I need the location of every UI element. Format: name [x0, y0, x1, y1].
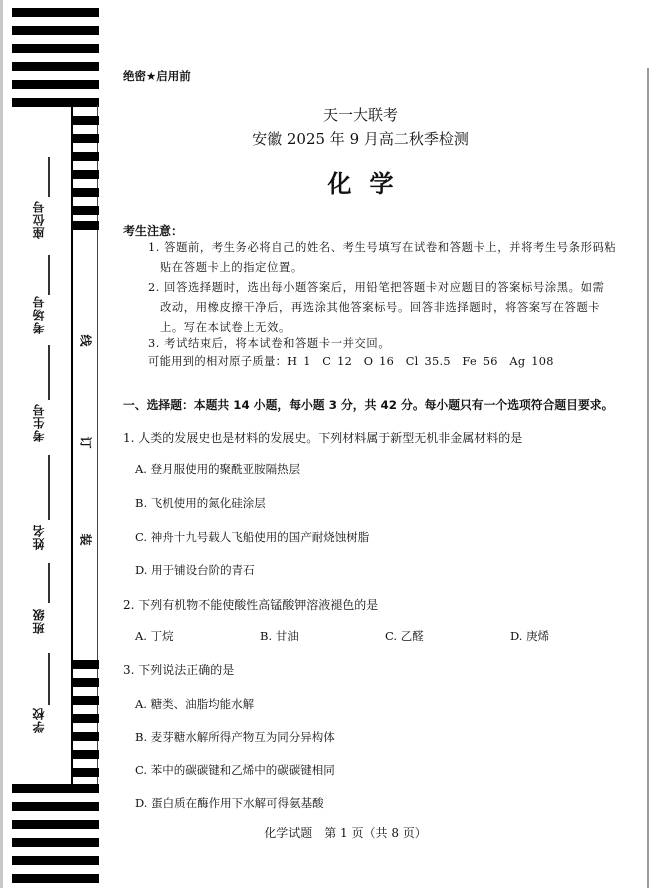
barcode-bar	[12, 26, 99, 35]
barcode-bar	[71, 732, 99, 741]
barcode-bar	[12, 802, 99, 811]
room-number-label: 考场号	[32, 295, 46, 335]
barcode-bar	[12, 8, 99, 17]
barcode-bar	[12, 80, 99, 89]
atomic-masses: 可能用到的相对原子质量：H 1 C 12 O 16 Cl 35.5 Fe 56 Ag 108	[148, 355, 554, 368]
question-1-stem: 1. 人类的发展史也是材料的发展史。下列材料属于新型无机非金属材料的是	[123, 431, 523, 445]
bind-word-bind: 装	[80, 532, 92, 546]
barcode-bar	[12, 856, 99, 865]
notice-line: 贴在答题卡上的指定位置。	[160, 261, 303, 274]
notice-item-2	[148, 278, 628, 338]
barcode-bar	[71, 206, 99, 215]
barcode-bar	[71, 714, 99, 723]
notice-line: 3. 考试结束后，将本试卷和答题卡一并交回。	[148, 337, 391, 350]
q3-option-b: B. 麦芽糖水解所得产物互为同分异构体	[135, 730, 335, 744]
q2-option-d: D. 庚烯	[510, 629, 550, 643]
class-label: 班级	[32, 608, 46, 634]
barcode-bar	[71, 660, 99, 669]
confidential-label: 绝密★启用前	[123, 69, 191, 83]
notice-item-3	[148, 334, 628, 354]
q2-option-c: C. 乙醛	[385, 629, 424, 643]
notice-title: 考生注意：	[123, 224, 184, 238]
barcode-bar	[71, 696, 99, 705]
notice-line: 改动，用橡皮擦干净后，再选涂其他答案标号。回答非选择题时，将答案写在答题卡	[160, 301, 601, 314]
barcode-bar	[12, 784, 99, 793]
barcode-bar	[71, 768, 99, 777]
notice-item-1	[148, 238, 628, 278]
q3-option-d: D. 蛋白质在酶作用下水解可得氨基酸	[135, 796, 324, 810]
bind-word-staple: 订	[80, 435, 92, 449]
notice-line: 1. 答题前，考生务必将自己的姓名、考生号填写在试卷和答题卡上，并将考生号条形码粘	[148, 241, 617, 254]
q1-option-a: A. 登月服使用的聚酰亚胺隔热层	[135, 462, 301, 476]
candidate-number-label: 考生号	[32, 403, 46, 443]
q3-option-a: A. 糖类、油脂均能水解	[135, 697, 255, 711]
seat-number-label: 座位号	[32, 200, 46, 240]
school-label: 学校	[32, 707, 46, 733]
notice-line: 上。写在本试卷上无效。	[160, 321, 291, 334]
barcode-bar	[71, 750, 99, 759]
barcode-bar	[71, 152, 99, 161]
school-field[interactable]	[48, 653, 50, 705]
room-number-field[interactable]	[48, 255, 50, 295]
barcode-bar	[71, 678, 99, 687]
barcode-bar	[12, 44, 99, 53]
question-3-stem: 3. 下列说法正确的是	[123, 663, 235, 677]
q1-option-b: B. 飞机使用的氮化硅涂层	[135, 496, 266, 510]
q2-option-b: B. 甘油	[260, 629, 299, 643]
barcode-bar	[71, 221, 99, 230]
section-title: 一、选择题：本题共 14 小题，每小题 3 分，共 42 分。每小题只有一个选项符合题目要求。	[123, 398, 614, 412]
name-field[interactable]	[48, 455, 50, 520]
bind-word-line: 线	[80, 333, 92, 347]
exam-organizer: 天一大联考	[322, 106, 398, 124]
candidate-number-field[interactable]	[48, 345, 50, 400]
question-2-stem: 2. 下列有机物不能使酸性高锰酸钾溶液褪色的是	[123, 598, 379, 612]
barcode-bar	[12, 874, 99, 883]
q3-option-c: C. 苯中的碳碳键和乙烯中的碳碳键相同	[135, 763, 335, 777]
page-footer: 化学试题 第 1 页（共 8 页）	[264, 826, 427, 840]
exam-title: 安徽 2025 年 9 月高二秋季检测	[252, 130, 469, 148]
barcode-bar	[12, 62, 99, 71]
q2-option-a: A. 丁烷	[135, 629, 174, 643]
q1-option-d: D. 用于铺设台阶的青石	[135, 563, 255, 577]
name-label: 姓名	[32, 524, 46, 550]
notice-line: 2. 回答选择题时，选出每小题答案后，用铅笔把答题卡对应题目的答案标号涂黑。如需	[148, 281, 605, 294]
class-field[interactable]	[48, 563, 50, 603]
q1-option-c: C. 神舟十九号载人飞船使用的国产耐烧蚀树脂	[135, 530, 370, 544]
subject-title: 化学	[327, 170, 412, 198]
